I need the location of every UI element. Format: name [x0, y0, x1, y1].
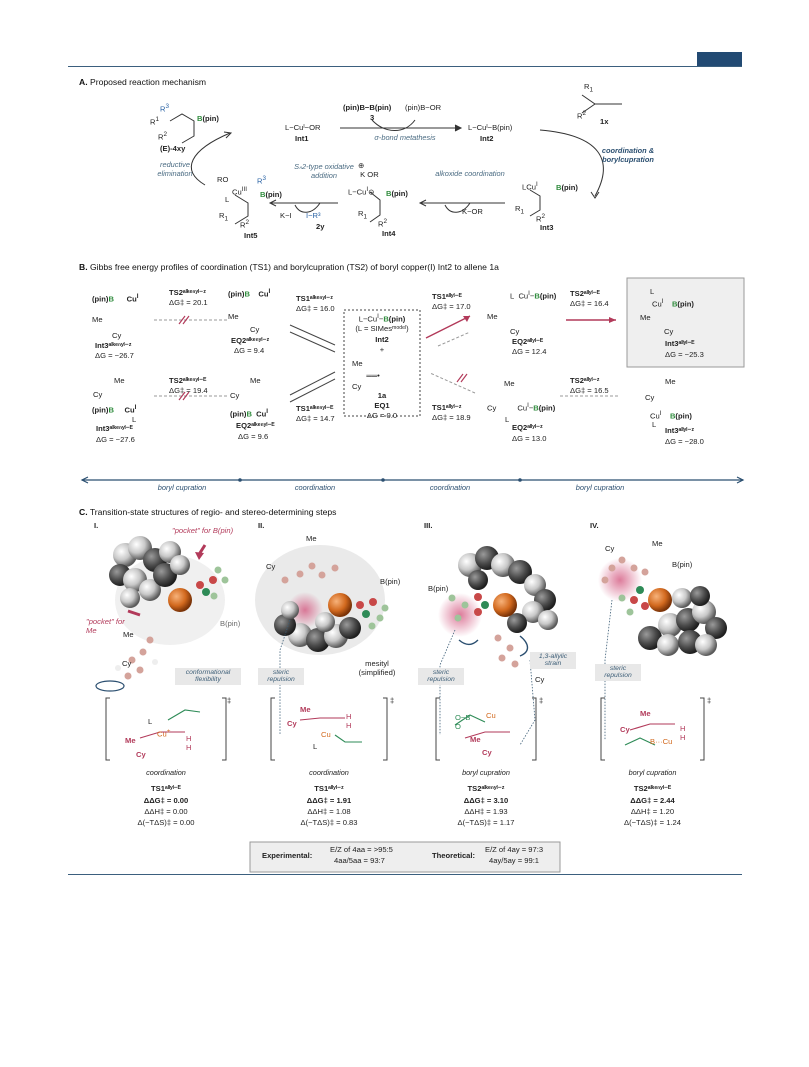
panel-0-roman: I.: [94, 521, 99, 530]
mini-2-cu: Cu: [486, 711, 496, 720]
mesityl-label: mesityl (simplified): [358, 659, 396, 677]
int5-r3: $R^3$: [257, 175, 267, 186]
b-int3-allz-me: Me: [665, 377, 676, 386]
mini-2-dagger: ‡: [539, 696, 544, 705]
b-center-4: +: [379, 345, 385, 354]
int3-bpin: B(pin): [556, 183, 578, 192]
b-center-5: 1a: [377, 391, 387, 400]
b-int3-allz-cu: $Cu^I$ B(pin): [650, 410, 692, 421]
byproduct-bor: (pin)B−OR: [405, 103, 442, 112]
int3-lcu: LCu$^I$: [522, 181, 538, 192]
panel-2-step: boryl cupration: [462, 768, 510, 777]
b-node-5-name: EQ2ᵃˡˡʸˡ⁻ᴱ: [512, 337, 544, 346]
b-int3-alke-bpin: (pin)B $Cu^I$: [92, 404, 137, 415]
b-node-14-dg: ΔG‡ = 16.5: [570, 386, 609, 395]
b-center-7: ΔG = 0.0: [366, 411, 398, 420]
b-node-3-dg: ΔG‡ = 16.0: [296, 304, 335, 313]
panel-2-ddh: ΔΔH‡ = 1.93: [464, 807, 508, 816]
int3-r2: $R^2$: [536, 213, 546, 224]
b-node-7-name: Int3ᵃˡˡʸˡ⁻ᴱ: [665, 339, 695, 348]
int3-r1: $R_1$: [515, 204, 525, 216]
int1-formula: L−Cuᴵ−OR: [285, 123, 321, 132]
mini-3-h: H H: [680, 724, 686, 742]
b-node-2-name: EQ2ᵃˡᵏᵉⁿʸˡ⁻ᶻ: [231, 336, 270, 345]
b-eq2-allz-cy: Cy $Cu^I-B(pin)$: [487, 402, 556, 413]
panel-1-ddg: ΔΔG‡ = 1.91: [306, 796, 352, 805]
mini-0-cu: Cu+: [157, 728, 171, 739]
b-int3-alle-me: Me: [640, 313, 651, 322]
int5-r1: $R_1$: [219, 211, 229, 223]
int5-l: L: [225, 195, 230, 204]
axis-label-2: coordination: [429, 483, 471, 492]
b-node-8-name: Int3ᵃˡᵏᵉⁿʸˡ⁻ᴱ: [96, 424, 133, 433]
summary-theo2: 4ay/5ay = 99:1: [489, 856, 540, 865]
b-node-0-dg: ΔG = −26.7: [95, 351, 134, 360]
panel-1-ts: TS1ᵃˡˡʸˡ⁻ᶻ: [314, 784, 344, 793]
panel-3-cy: Cy: [605, 544, 615, 553]
b-int3-alkz-struct: (pin)B $Cu^I$: [92, 293, 139, 304]
int1-name: Int1: [295, 134, 309, 143]
int4-name: Int4: [382, 229, 396, 238]
mini-1-dagger: ‡: [390, 696, 395, 705]
mini-1-cu: Cu: [321, 730, 331, 739]
b-eq2-alke-bpin: (pin)B $Cu^I$: [230, 408, 269, 419]
product-name: (E)-4xy: [160, 144, 186, 153]
summary-exp2: 4aa/5aa = 93:7: [334, 856, 385, 865]
int4-bpin: B(pin): [386, 189, 408, 198]
b-eq2-alle-struct: L $Cu^I-B(pin)$: [510, 290, 557, 301]
reagent-3: (pin)B−B(pin): [343, 103, 392, 112]
mini-2-cy: Cy: [482, 748, 492, 757]
section-a-title: A. Proposed reaction mechanism: [79, 77, 207, 87]
int4-k: ⊕ K OR: [358, 161, 379, 179]
mini-3-dagger: ‡: [707, 696, 712, 705]
b-node-3-name: TS1ᵃˡᵏᵉⁿʸˡ⁻ᶻ: [296, 294, 333, 303]
oxadd-label: Sₙ2-type oxidative addition: [294, 162, 354, 180]
section-c-title: C. Transition-state structures of regio- and stereo-determining steps: [79, 507, 337, 517]
panel-2-roman: III.: [424, 521, 433, 530]
b-eq2-alke-cy: Cy: [230, 391, 240, 400]
b-center-6: EQ1: [374, 401, 390, 410]
product-r1: $R^1$: [150, 116, 160, 127]
b-node-14-name: TS2ᵃˡˡʸˡ⁻ᶻ: [570, 376, 600, 385]
int5-name: Int5: [244, 231, 258, 240]
b-node-15-name: Int3ᵃˡˡʸˡ⁻ᶻ: [665, 426, 695, 435]
panel-3-step: boryl cupration: [628, 768, 677, 777]
panel-2-cy: Cy: [535, 675, 545, 684]
b-node-6-dg: ΔG‡ = 16.4: [570, 299, 609, 308]
mini-3-cy: Cy: [620, 725, 630, 734]
ir3-label: I−R³: [306, 211, 321, 220]
panel-3-ddh: ΔΔH‡ = 1.20: [630, 807, 675, 816]
b-node-1-name: TS2ᵃˡᵏᵉⁿʸˡ⁻ᶻ: [169, 288, 206, 297]
num2y: 2y: [316, 222, 325, 231]
b-int3-alle-cy: Cy: [664, 327, 674, 336]
b-int3-alle-cu: $Cu^I$ B(pin): [652, 298, 694, 309]
b-node-8-dg: ΔG = −27.6: [96, 435, 135, 444]
panel-3-ts: TS2ᵃˡᵏᵉⁿʸˡ⁻ᴱ: [633, 784, 672, 793]
b-int3-alke-me: Me: [114, 376, 125, 385]
koR-label: K−OR: [462, 207, 483, 216]
product-r3: $R^3$: [160, 103, 170, 114]
b-eq2-alkz-struct: (pin)B $Cu^I$: [228, 288, 271, 299]
allene-name: 1x: [600, 117, 609, 126]
b-node-5-dg: ΔG = 12.4: [512, 347, 547, 356]
int4-r2: $R^2$: [378, 218, 388, 229]
panel-0-dts: Δ(−TΔS)‡ = 0.00: [137, 818, 195, 827]
panel-0-ddg: ΔΔG‡ = 0.00: [143, 796, 189, 805]
pocket-bpin-label: "pocket" for B(pin): [172, 526, 234, 535]
product-bpin: B(pin): [197, 114, 219, 123]
b-node-11-dg: ΔG‡ = 14.7: [296, 414, 335, 423]
panel-0-me: Me: [123, 630, 134, 639]
b-center-3: Int2: [375, 335, 389, 344]
b-int3-alke-cy: Cy: [93, 390, 103, 399]
allylic-label: 1,3-allylic strain: [530, 652, 576, 669]
b-int3-alkz-me: Me: [92, 315, 103, 324]
b-int3-alke-l: L: [132, 415, 137, 424]
b-node-13-dg: ΔG = 13.0: [512, 434, 547, 443]
reductive-label: reductive elimination: [157, 160, 193, 178]
panel-1-steric: steric repulsion: [258, 668, 304, 685]
panel-1-ddh: ΔΔH‡ = 1.08: [307, 807, 351, 816]
b-center-1: $L-Cu^I-B(pin)$: [358, 313, 406, 324]
mini-1-me: Me: [300, 705, 311, 714]
int5-r2: $R^2$: [240, 219, 250, 230]
b-center-2: (L = SIMesᵐᵒᵈᵉˡ): [355, 324, 409, 333]
axis-label-1: coordination: [294, 483, 336, 492]
mini-0-h: H H: [186, 734, 192, 752]
allene-r2: $R^2$: [577, 110, 587, 121]
b-eq2-alle-cy: Cy: [510, 327, 520, 336]
panel-3-me: Me: [652, 539, 663, 548]
b-eq2-allz-me: Me: [504, 379, 515, 388]
mini-0-me: Me: [125, 736, 136, 745]
pocket-me-label: "pocket" for Me: [86, 617, 125, 635]
panel-1-bpin: B(pin): [380, 577, 401, 586]
panel-1-step: coordination: [309, 768, 349, 777]
axis-label-0: boryl cupration: [157, 483, 207, 492]
b-eq2-alke-me: Me: [250, 376, 261, 385]
int2-formula: L−Cuᴵ−B(pin): [468, 123, 513, 132]
b-int3-alle-l: L: [650, 287, 655, 296]
mini-1-l: L: [313, 742, 318, 751]
panel-2-steric: steric repulsion: [418, 668, 464, 685]
panel-3-bpin: B(pin): [672, 560, 693, 569]
panel-1-cy: Cy: [266, 562, 276, 571]
product-r2: $R^2$: [158, 131, 168, 142]
int3-name: Int3: [540, 223, 554, 232]
b-int3-allz-cy: Cy: [645, 393, 655, 402]
b-node-2-dg: ΔG = 9.4: [234, 346, 265, 355]
allene-r1: $R_1$: [584, 82, 594, 94]
ki-label: K−I: [280, 211, 292, 220]
summary-theo1: E/Z of 4ay = 97:3: [485, 845, 544, 854]
mini-1-h: H H: [346, 712, 352, 730]
panel-1-dts: Δ(−TΔS)‡ = 0.83: [300, 818, 358, 827]
b-int3-allz-l: L: [652, 420, 657, 429]
b-node-10-dg: ΔG = 9.6: [238, 432, 269, 441]
panel-3-ddg: ΔΔG‡ = 2.44: [630, 796, 675, 805]
axis-label-3: boryl cupration: [575, 483, 625, 492]
panel-2-ts: TS2ᵃˡᵏᵉⁿʸˡ⁻ᶻ: [467, 784, 505, 793]
metathesis-label: σ-bond metathesis: [374, 133, 436, 142]
panel-0-cy: Cy: [122, 659, 132, 668]
int2-name: Int2: [480, 134, 494, 143]
panel-1-roman: II.: [258, 521, 265, 530]
conf-label: conformational flexibility: [175, 668, 241, 685]
borylcupration-label: coordination & borylcupration: [601, 146, 655, 164]
summary-theo-label: Theoretical:: [432, 851, 476, 860]
reagent-3-num: 3: [370, 113, 375, 122]
mini-3-me: Me: [640, 709, 651, 718]
mini-1-cy: Cy: [287, 719, 297, 728]
b-eq2-alkz-cy: Cy: [250, 325, 260, 334]
b-node-11-name: TS1ᵃˡᵏᵉⁿʸˡ⁻ᴱ: [296, 404, 334, 413]
int5-cu: $Cu^{III}$: [232, 186, 247, 197]
b-eq2-allz-l: L: [505, 415, 510, 424]
summary-exp1: E/Z of 4aa = >95:5: [330, 845, 393, 854]
panel-1-me: Me: [306, 534, 317, 543]
panel-2-ddg: ΔΔG‡ = 3.10: [463, 796, 509, 805]
panel-0-step: coordination: [146, 768, 186, 777]
mini-0-cy: Cy: [136, 750, 146, 759]
b-node-10-name: EQ2ᵃˡᵏᵉⁿʸˡ⁻ᴱ: [236, 421, 275, 430]
panel-2-bpin: B(pin): [428, 584, 449, 593]
panel-3-roman: IV.: [590, 521, 599, 530]
alkoxide-label: alkoxide coordination: [435, 169, 505, 178]
mini-0-l: L: [148, 717, 153, 726]
panel-0-ddh: ΔΔH‡ = 0.00: [144, 807, 188, 816]
int5-ro: RO: [217, 175, 229, 184]
b-eq2-alle-me: Me: [487, 312, 498, 321]
panel-0-bpin: B(pin): [220, 619, 241, 628]
b-int3-alkz-cy: Cy: [112, 331, 122, 340]
b-center-allene: ══•: [360, 371, 380, 380]
b-node-15-dg: ΔG = −28.0: [665, 437, 704, 446]
b-node-12-name: TS1ᵃˡˡʸˡ⁻ᶻ: [432, 403, 462, 412]
b-node-4-name: TS1ᵃˡˡʸˡ⁻ᴱ: [432, 292, 462, 301]
panel-3-steric: steric repulsion: [595, 664, 641, 681]
int4-r1: $R_1$: [358, 209, 368, 221]
b-eq2-alkz-me: Me: [228, 312, 239, 321]
mini-2-o: O−B O: [455, 713, 471, 731]
b-node-1-dg: ΔG‡ = 20.1: [169, 298, 208, 307]
b-node-4-dg: ΔG‡ = 17.0: [432, 302, 471, 311]
int5-bpin: B(pin): [260, 190, 282, 199]
section-b-title: B. Gibbs free energy profiles of coordination (TS1) and borylcupration (TS2) of boryl copper(I) Int2 to allene 1a: [79, 262, 499, 272]
b-node-0-name: Int3ᵃˡᵏᵉⁿʸˡ⁻ᶻ: [95, 341, 132, 350]
b-node-9-name: TS2ᵃˡᵏᵉⁿʸˡ⁻ᴱ: [169, 376, 207, 385]
b-node-6-name: TS2ᵃˡˡʸˡ⁻ᴱ: [570, 289, 600, 298]
b-node-13-name: EQ2ᵃˡˡʸˡ⁻ᶻ: [512, 423, 543, 432]
int4-lcu: $L-Cu^I⊖$: [348, 186, 375, 197]
b-node-9-dg: ΔG‡ = 19.4: [169, 386, 208, 395]
b-center-me: Me: [352, 359, 363, 368]
b-node-7-dg: ΔG = −25.3: [665, 350, 704, 359]
panel-0-ts: TS1ᵃˡˡʸˡ⁻ᴱ: [151, 784, 181, 793]
mini-2-me: Me: [470, 735, 481, 744]
b-node-12-dg: ΔG‡ = 18.9: [432, 413, 471, 422]
panel-2-dts: Δ(−TΔS)‡ = 1.17: [457, 818, 515, 827]
mini-3-cu: B···Cu: [650, 737, 673, 746]
summary-exp-label: Experimental:: [262, 851, 313, 860]
mini-0-dagger: ‡: [227, 696, 232, 705]
b-center-cy: Cy: [352, 382, 362, 391]
panel-3-dts: Δ(−TΔS)‡ = 1.24: [624, 818, 681, 827]
